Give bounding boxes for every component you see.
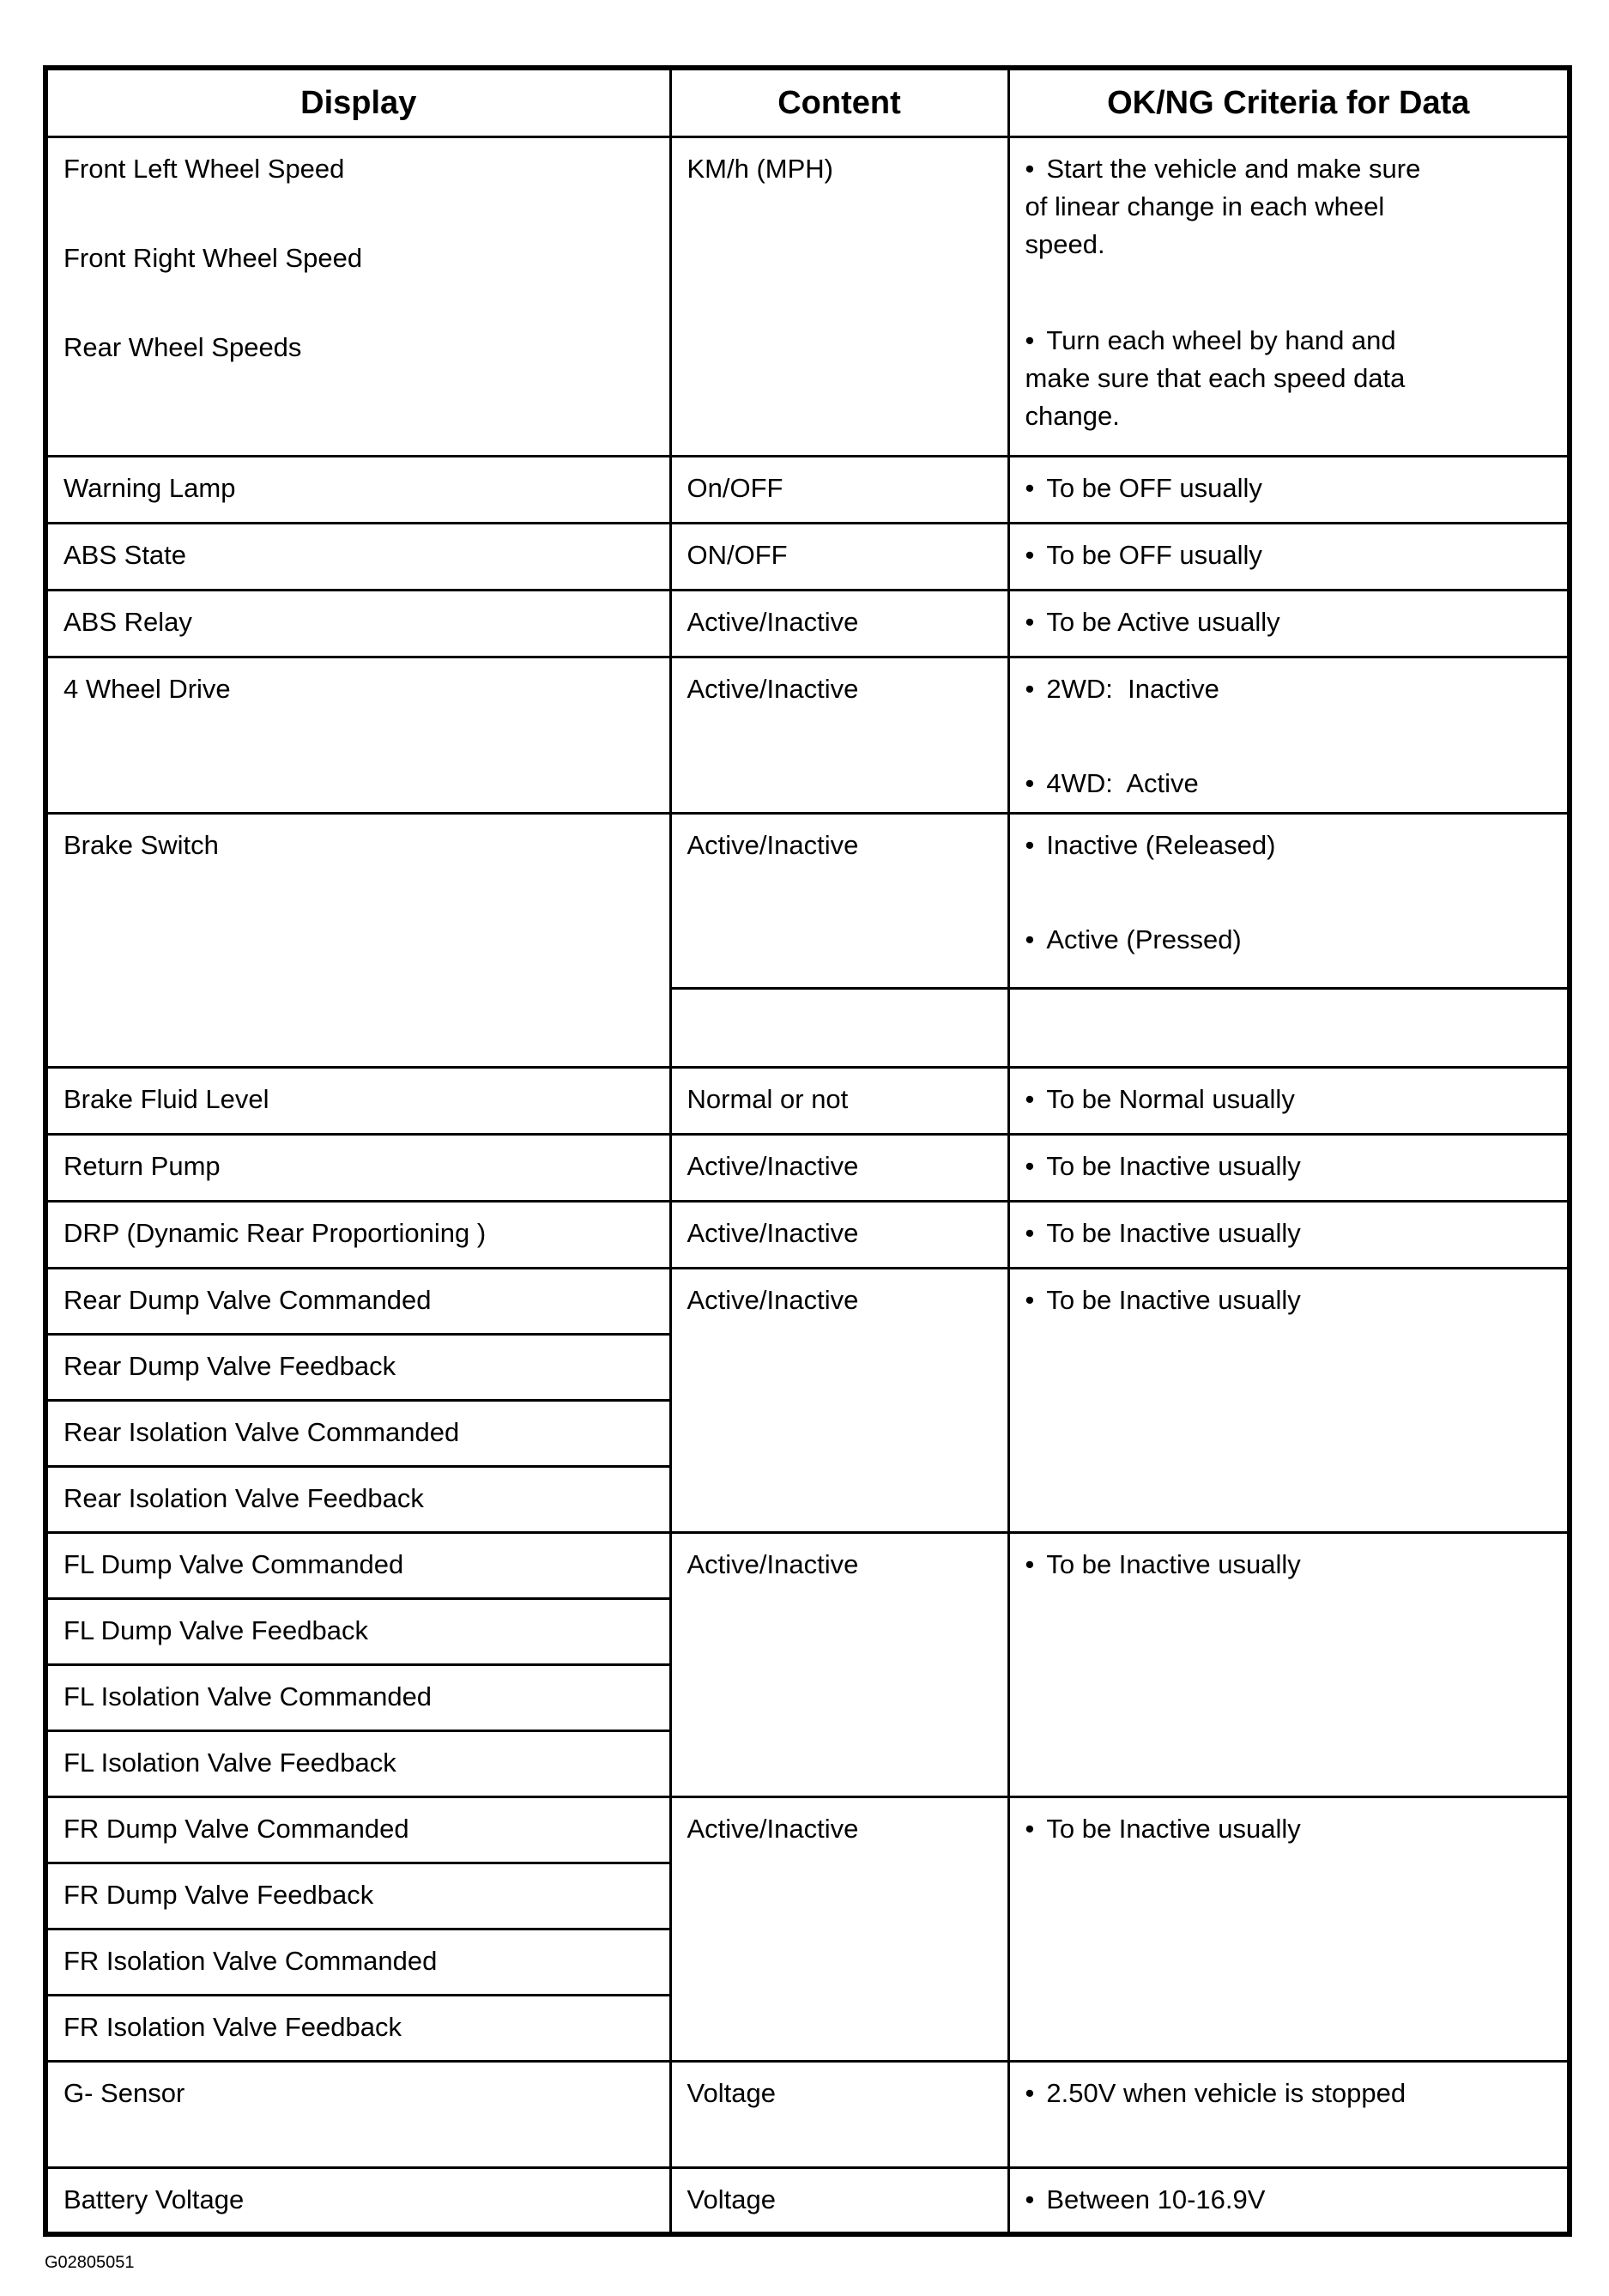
display-text: ABS State: [64, 539, 187, 570]
display-text: Front Right Wheel Speed: [64, 242, 363, 273]
row-warning-lamp: [45, 456, 1570, 523]
display-text: FR Isolation Valve Commanded: [64, 1945, 438, 1976]
display-cell: [45, 1466, 670, 1532]
display-text: FR Dump Valve Commanded: [64, 1813, 409, 1844]
criteria-bullet-item: • To be Normal usually: [1025, 1081, 1429, 1118]
criteria-bullet-item: • Turn each wheel by hand and make sure that each speed data change.: [1025, 322, 1429, 435]
criteria-cell: [1008, 2061, 1570, 2167]
content-text: Active/Inactive: [687, 673, 859, 704]
display-cell: [45, 136, 670, 456]
display-text: Battery Voltage: [64, 2184, 245, 2214]
display-cell: [45, 1598, 670, 1664]
row-drp: [45, 1201, 1570, 1268]
criteria-cell: [1008, 1532, 1570, 1796]
row-brake-switch: [45, 813, 1570, 988]
display-text: 4 Wheel Drive: [64, 673, 231, 704]
display-text: Rear Isolation Valve Commanded: [64, 1416, 460, 1447]
criteria-cell: [1008, 813, 1570, 988]
content-cell: [670, 1134, 1008, 1201]
content-cell: [670, 657, 1008, 813]
content-cell: [670, 1067, 1008, 1134]
content-cell: [670, 813, 1008, 988]
display-text: DRP (Dynamic Rear Proportioning ): [64, 1217, 487, 1248]
criteria-bullet-item: • To be Inactive usually: [1025, 1810, 1429, 1848]
content-cell: [670, 2061, 1008, 2167]
display-cell: [45, 1067, 670, 1134]
display-cell: [45, 1134, 670, 1201]
criteria-cell: [1008, 1067, 1570, 1134]
display-cell: [45, 813, 670, 1067]
content-cell: [670, 456, 1008, 523]
criteria-bullet-item: • 2WD: Inactive: [1025, 670, 1429, 708]
display-text: Brake Switch: [64, 829, 219, 860]
criteria-bullet-item: • 4WD: Active: [1025, 765, 1429, 803]
display-cell: [45, 1730, 670, 1796]
display-text: Rear Wheel Speeds: [64, 331, 302, 362]
display-cell: [45, 590, 670, 657]
criteria-bullet-item: • To be Inactive usually: [1025, 1148, 1429, 1185]
display-cell: [45, 1796, 670, 1863]
criteria-bullet-item: • Start the vehicle and make sure of linear change in each wheel speed.: [1025, 150, 1429, 264]
content-cell: [670, 2167, 1008, 2234]
content-text: Active/Inactive: [687, 1548, 859, 1579]
table-header-row: [45, 68, 1570, 136]
display-text: FL Isolation Valve Commanded: [64, 1681, 432, 1711]
criteria-bullet-item: • To be Inactive usually: [1025, 1546, 1429, 1584]
content-cell: [670, 590, 1008, 657]
content-text: Active/Inactive: [687, 606, 859, 637]
content-text: On/OFF: [687, 472, 783, 503]
empty-cell: [1008, 988, 1570, 1067]
display-text: FR Dump Valve Feedback: [64, 1879, 374, 1910]
display-cell: [45, 2061, 670, 2167]
content-cell: [670, 1532, 1008, 1796]
content-text: KM/h (MPH): [687, 153, 833, 184]
display-text: G- Sensor: [64, 2077, 185, 2108]
content-text: Active/Inactive: [687, 1217, 859, 1248]
display-text: FL Dump Valve Feedback: [64, 1614, 368, 1645]
content-cell: [670, 136, 1008, 456]
content-text: ON/OFF: [687, 539, 788, 570]
display-cell: [45, 657, 670, 813]
display-text: Brake Fluid Level: [64, 1083, 269, 1114]
content-text: Active/Inactive: [687, 1284, 859, 1315]
criteria-cell: [1008, 1134, 1570, 1201]
display-text: ABS Relay: [64, 606, 192, 637]
display-cell: [45, 1400, 670, 1466]
criteria-cell: [1008, 1201, 1570, 1268]
criteria-cell: [1008, 136, 1570, 456]
col-header-criteria: OK/NG Criteria for Data: [1008, 68, 1570, 136]
content-text: Active/Inactive: [687, 1150, 859, 1181]
display-cell: [45, 1268, 670, 1334]
criteria-bullet-item: • To be OFF usually: [1025, 536, 1429, 574]
content-text: Normal or not: [687, 1083, 849, 1114]
row-abs-relay: [45, 590, 1570, 657]
display-cell: [45, 1532, 670, 1598]
row-4-wheel-drive: [45, 657, 1570, 813]
display-text: Front Left Wheel Speed: [64, 153, 345, 184]
display-cell: [45, 2167, 670, 2234]
criteria-cell: [1008, 523, 1570, 590]
display-cell: [45, 1863, 670, 1929]
criteria-cell: [1008, 1268, 1570, 1532]
criteria-bullet-item: • 2.50V when vehicle is stopped: [1025, 2075, 1429, 2112]
display-text: FR Isolation Valve Feedback: [64, 2011, 402, 2042]
criteria-bullet-item: • To be OFF usually: [1025, 469, 1429, 507]
content-cell: [670, 1796, 1008, 2061]
content-text: Active/Inactive: [687, 1813, 859, 1844]
display-text: Rear Dump Valve Commanded: [64, 1284, 432, 1315]
diagnostic-data-table: [43, 65, 1572, 2237]
empty-cell: [670, 988, 1008, 1067]
display-cell: [45, 1201, 670, 1268]
display-cell: [45, 1929, 670, 1995]
col-header-display: Display: [45, 68, 670, 136]
criteria-cell: [1008, 657, 1570, 813]
display-text: Rear Dump Valve Feedback: [64, 1350, 396, 1381]
content-cell: [670, 1268, 1008, 1532]
row-brake-fluid-level: [45, 1067, 1570, 1134]
criteria-bullet-item: • Between 10-16.9V: [1025, 2181, 1429, 2219]
display-cell: [45, 1995, 670, 2061]
content-cell: [670, 523, 1008, 590]
criteria-cell: [1008, 2167, 1570, 2234]
display-cell: [45, 1664, 670, 1730]
row-abs-state: [45, 523, 1570, 590]
display-text: Rear Isolation Valve Feedback: [64, 1482, 424, 1513]
row-return-pump: [45, 1134, 1570, 1201]
criteria-bullet-item: • To be Active usually: [1025, 603, 1429, 641]
display-text: Warning Lamp: [64, 472, 236, 503]
display-cell: [45, 456, 670, 523]
display-text: FL Isolation Valve Feedback: [64, 1747, 396, 1778]
content-text: Voltage: [687, 2184, 776, 2214]
content-text: Voltage: [687, 2077, 776, 2108]
display-cell: [45, 1334, 670, 1400]
row-wheel-speeds: [45, 136, 1570, 456]
criteria-cell: [1008, 1796, 1570, 2061]
row-fl-dump-valve-commanded: [45, 1532, 1570, 1598]
criteria-cell: [1008, 590, 1570, 657]
criteria-bullet-item: • To be Inactive usually: [1025, 1215, 1429, 1252]
row-fr-dump-valve-commanded: [45, 1796, 1570, 1863]
content-cell: [670, 1201, 1008, 1268]
criteria-bullet-item: • To be Inactive usually: [1025, 1281, 1429, 1319]
figure-id-label: G02805051: [45, 2253, 135, 2272]
display-text: Return Pump: [64, 1150, 221, 1181]
criteria-bullet-item: • Inactive (Released): [1025, 827, 1429, 864]
criteria-bullet-item: • Active (Pressed): [1025, 921, 1429, 959]
content-text: Active/Inactive: [687, 829, 859, 860]
criteria-cell: [1008, 456, 1570, 523]
row-battery-voltage: [45, 2167, 1570, 2234]
display-text: FL Dump Valve Commanded: [64, 1548, 404, 1579]
row-rear-dump-valve-commanded: [45, 1268, 1570, 1334]
row-g-sensor: [45, 2061, 1570, 2167]
col-header-content: Content: [670, 68, 1008, 136]
display-cell: [45, 523, 670, 590]
